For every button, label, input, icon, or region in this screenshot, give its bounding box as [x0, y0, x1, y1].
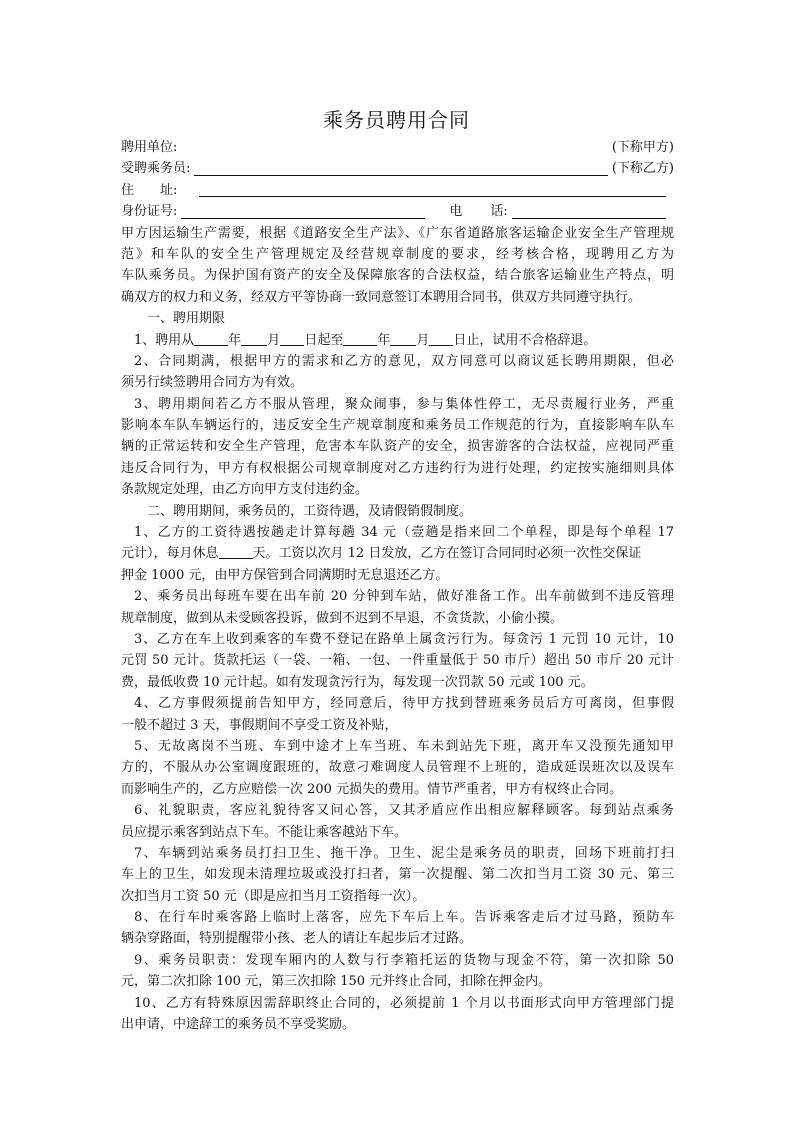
clause-2-7-cont: 次扣当月工资 50 元（即是应扣当月工资指每一次）。	[121, 888, 426, 904]
clause-2-8: 8、在行车时乘客路上临时上落客，应先下车后上车。告诉乘客走后才过马路，预防车	[134, 910, 674, 926]
clause-2-5-cont: 而影响生产的，乙方应赔偿一次 200 元损失的费用。情节严重者，甲方有权终止合同。	[121, 781, 623, 797]
document-body	[121, 137, 674, 1035]
clause-1-3-cont: 条款规定处理，由乙方向甲方支付违约金。	[121, 482, 369, 498]
clause-2-3-cont: 元罚 50 元计。货款托运（一袋、一箱、一包、一件重量低于 50 市斤）超出 50 市斤 20 元计	[121, 653, 674, 669]
clause-1-3-cont: 影响本车队车辆运行的，违反安全生产规章制度和乘务员工作规范的行为，直接影响车队车	[121, 418, 674, 434]
clause-2-9-cont: 元，第二次扣除 100 元，第三次扣除 150 元并终止合同，扣除在押金内。	[121, 974, 552, 990]
phone-blank[interactable]	[512, 203, 666, 219]
clause-1-3-cont: 辆的正常运转和安全生产管理，危害本车队资产的安全，损害游客的合法权益，应视同严重	[121, 439, 674, 455]
clause-1-3: 3、聘用期间若乙方不服从管理，聚众闹事，参与集体性停工，无尽责履行业务，严重	[134, 396, 674, 412]
clause-2-7: 7、车辆到站乘务员打扫卫生、拖干净。卫生、泥尘是乘务员的职责，回场下班前打扫	[134, 845, 674, 861]
clause-2-4-cont: 一般不超过 3 天，事假期间不享受工资及补贴，	[121, 717, 398, 733]
clause-1-2-cont: 须另行续签聘用合同方为有效。	[121, 375, 304, 391]
clause-2-5-cont: 方的，不服从办公室调度跟班的，故意刁难调度人员管理不上班的，造成延误班次以及误车	[121, 760, 674, 776]
rest-days-blank[interactable]	[219, 545, 253, 559]
id-blank[interactable]	[181, 203, 425, 219]
clause-2-3-cont: 费，最低收费 10 元计起。如有发现贪污行为，每发现一次罚款 50 元或 100 元。	[121, 674, 594, 690]
end-day-blank[interactable]	[429, 332, 453, 346]
intro-line: 甲方因运输生产需要，根据《道路安全生产法》、《广东省道路旅客运输企业安全生产管理规	[121, 225, 674, 241]
clause-2-2: 2、乘务员出每班车要在出车前 20 分钟到车站，做好准备工作。出车前做到不违反管理	[134, 589, 674, 605]
intro-line: 确双方的权力和义务，经双方平等协商一致同意签订本聘用合同书，供双方共同遵守执行。	[121, 289, 642, 305]
section-heading: 二、聘用期间，乘务员的，工资待遇，及请假销假制度。	[147, 503, 473, 519]
clause-2-1: 1、乙方的工资待遇按趟走计算每趟 34 元（壹趟是指来回二个单程，即是每个单程 17	[134, 525, 674, 541]
id-phone-row	[121, 201, 674, 222]
clause-2-6-cont: 员应提示乘客到站点下车。不能让乘客越站下车。	[121, 824, 408, 840]
clause-2-1-cont: 元计），每月休息 天。工资以次月 12 日发放，乙方在签订合同同时必须一次性交保证	[121, 546, 642, 562]
clause-2-7-cont: 车上的卫生，如发现未清理垃圾或没打扫者，第一次提醒、第二次扣当月工资 30 元、第三	[121, 867, 674, 883]
clause-2-8-cont: 辆杂穿路面，特别提醒带小孩、老人的请让车起步后才过路。	[121, 931, 473, 947]
employer-suffix: (下称甲方)	[611, 139, 674, 155]
clause-2-1-cont: 押金 1000 元，由甲方保管到合同满期时无息退还乙方。	[121, 567, 449, 583]
phone-label: 电 话:	[449, 204, 508, 220]
clause-2-10-cont: 出申请，中途辞工的乘务员不享受奖励。	[121, 1017, 356, 1033]
end-month-blank[interactable]	[390, 332, 416, 346]
clause-2-6: 6、礼貌职责，客应礼貌待客又问心答，又其矛盾应作出相应解释顾客。每到站点乘务	[134, 803, 674, 819]
clause-2-2-cont: 规章制度，做到从未受顾客投诉，做到不迟到不早退，不贪货款，小偷小摸。	[121, 610, 564, 626]
clause-2-4: 4、乙方事假须提前告知甲方，经同意后，待甲方找到替班乘务员后方可离岗，但事假	[134, 696, 674, 712]
clause-1-1: 1、聘用从 年 月 日起至 年 月 日止，试用不合格辞退。	[134, 332, 597, 348]
start-month-blank[interactable]	[241, 332, 267, 346]
clause-2-3: 3、乙方在车上收到乘客的车费不登记在路单上属贪污行为。每贪污 1 元罚 10 元计，10	[134, 631, 674, 647]
employee-row	[121, 158, 674, 179]
employer-label: 聘用单位:	[121, 139, 178, 155]
end-year-blank[interactable]	[343, 332, 377, 346]
employee-suffix: (下称乙方)	[611, 161, 674, 177]
id-label: 身份证号:	[121, 204, 178, 220]
clause-1-3-cont: 违反合同行为，甲方有权根据公司规章制度对乙方违约行为进行处理，约定按实施细则具体	[121, 460, 674, 476]
employer-row	[121, 137, 674, 158]
employee-label: 受聘乘务员:	[121, 161, 191, 177]
section-heading: 一、聘用期限	[147, 311, 226, 327]
clause-2-5: 5、无故离岗不当班、车到中途才上车当班、车未到站先下班，离开车又没预先通知甲	[134, 738, 674, 754]
clause-2-10: 10、乙方有特殊原因需辞职终止合同的，必须提前 1 个月以书面形式向甲方管理部门提	[134, 995, 674, 1011]
document-title: 乘务员聘用合同	[323, 108, 470, 132]
address-blank[interactable]	[199, 181, 666, 197]
employee-blank[interactable]	[194, 160, 607, 176]
clause-1-2: 2、合同期满，根据甲方的需求和乙方的意见，双方同意可以商议延长聘用期限，但必	[134, 353, 674, 369]
intro-line: 车队乘务员。为保护国有资产的安全及保障旅客的合法权益，结合旅客运输业生产特点，明	[121, 268, 674, 284]
clause-2-9: 9、乘务员职责：发现车厢内的人数与行李箱托运的货物与现金不符，第一次扣除 50	[134, 952, 674, 968]
address-row	[121, 180, 674, 201]
address-label: 住 址:	[121, 182, 178, 198]
start-year-blank[interactable]	[194, 332, 228, 346]
intro-line: 范》和车队的安全生产管理规定及经营规章制度的要求，经考核合格，现聘用乙方为	[121, 246, 674, 262]
start-day-blank[interactable]	[280, 332, 304, 346]
